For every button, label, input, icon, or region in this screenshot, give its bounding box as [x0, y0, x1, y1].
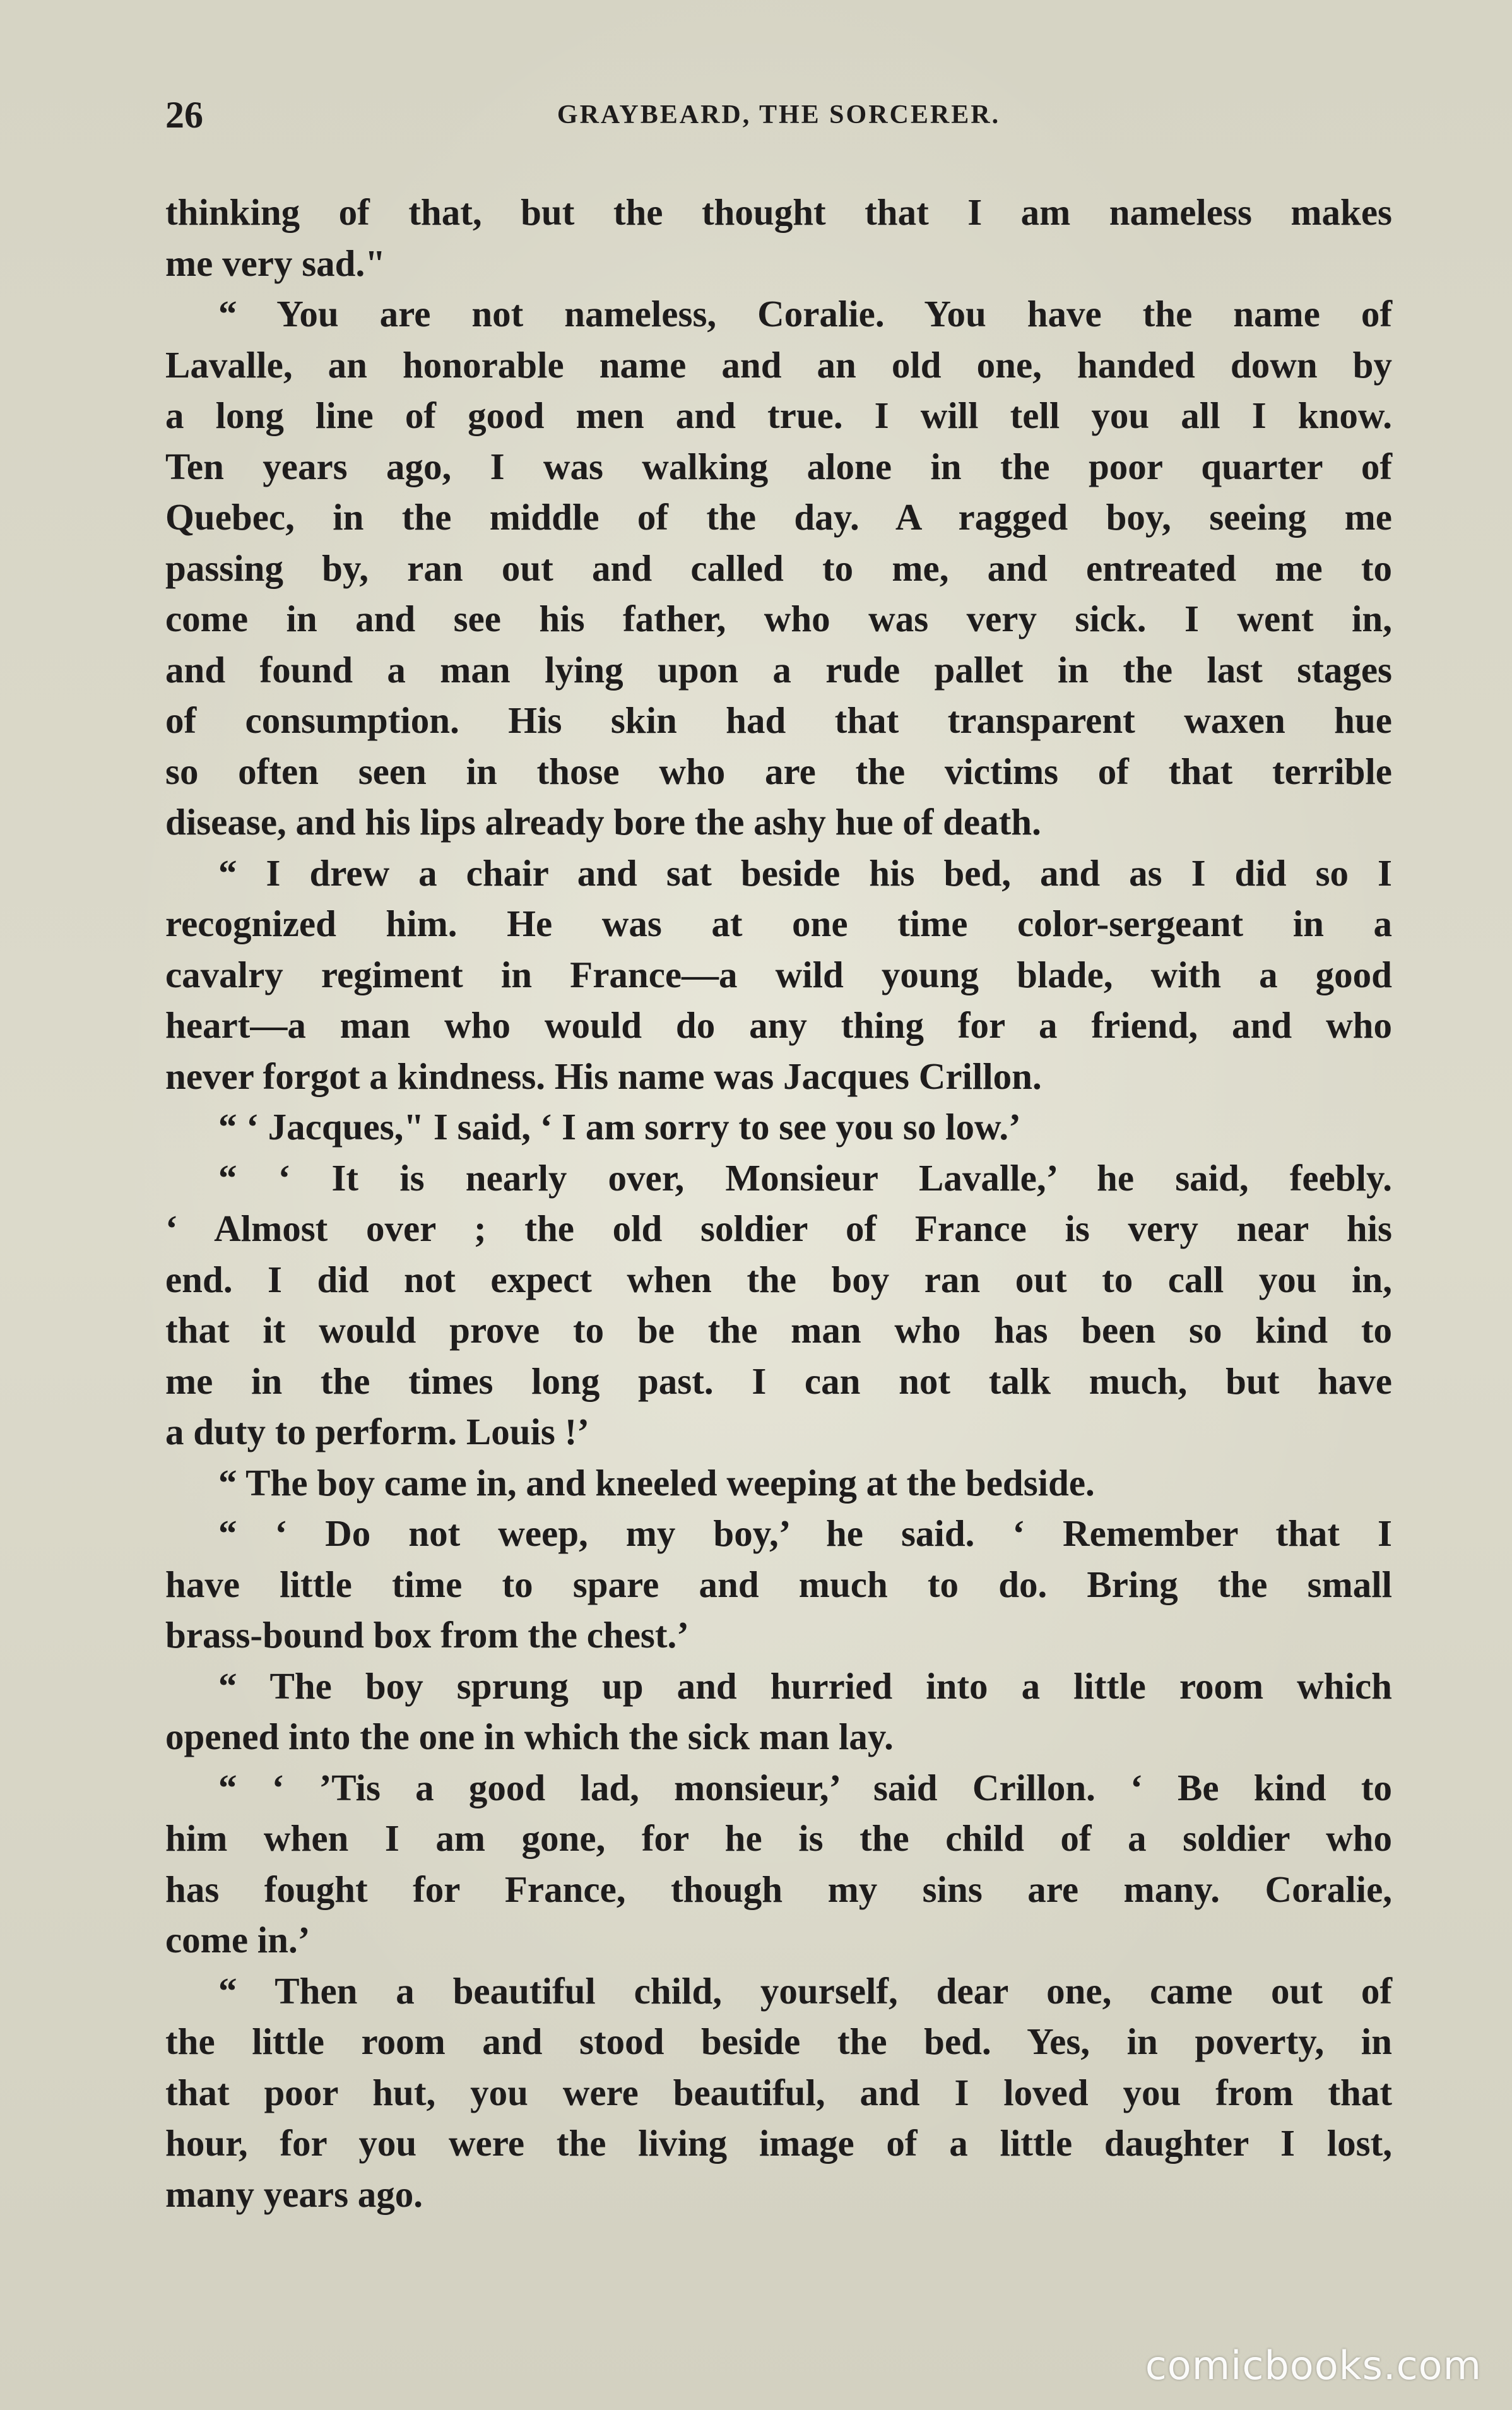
text-line: come in and see his father, who was very sick. I went in, — [165, 598, 1392, 639]
text-line: disease, and his lips already bore the ashy hue of death. — [165, 801, 1041, 843]
text-line: “ ‘ ’Tis a good lad, monsieur,’ said Crillon. ‘ Be kind to — [218, 1766, 1392, 1808]
running-head: GRAYBEARD, THE SORCERER. — [557, 100, 1001, 129]
text-line: cavalry regiment in France—a wild young blade, with a good — [165, 953, 1392, 995]
text-line: “ The boy came in, and kneeled weeping at the bedside. — [218, 1461, 1095, 1504]
text-line: Lavalle, an honorable name and an old one, handed down by — [165, 343, 1392, 386]
text-line: have little time to spare and much to do. Bring the small — [165, 1563, 1392, 1605]
text-line: Quebec, in the middle of the day. A ragged boy, seeing me — [165, 496, 1392, 538]
text-line: of consumption. His skin had that transparent waxen hue — [165, 699, 1392, 741]
text-line: so often seen in those who are the victims of that terrible — [165, 750, 1392, 792]
text-line: end. I did not expect when the boy ran out to call you in, — [165, 1258, 1392, 1300]
text-line: a duty to perform. Louis !’ — [165, 1411, 589, 1452]
text-line: thinking of that, but the thought that I am nameless makes — [165, 191, 1392, 233]
text-line: opened into the one in which the sick man lay. — [165, 1716, 894, 1757]
text-line: passing by, ran out and called to me, and entreated me to — [165, 547, 1392, 589]
page-header — [165, 90, 1392, 140]
text-line: “ ‘ Jacques," I said, ‘ I am sorry to see you so low.’ — [218, 1106, 1021, 1148]
text-line: recognized him. He was at one time color-sergeant in a — [165, 903, 1392, 944]
body-text — [165, 187, 1392, 2219]
text-line: never forgot a kindness. His name was Jacques Crillon. — [165, 1055, 1042, 1097]
text-line: that it would prove to be the man who has been so kind to — [165, 1309, 1392, 1351]
watermark: comicbooks.com — [1145, 2342, 1482, 2389]
text-line: has fought for France, though my sins are many. Coralie, — [165, 1868, 1392, 1910]
text-line: hour, for you were the living image of a little daughter I lost, — [165, 2122, 1392, 2164]
text-line: come in.’ — [165, 1919, 310, 1961]
text-line: me very sad." — [165, 242, 386, 284]
text-line: “ The boy sprung up and hurried into a little room which — [218, 1665, 1392, 1707]
page-number: 26 — [165, 94, 203, 136]
text-line: “ ‘ Do not weep, my boy,’ he said. ‘ Remember that I — [218, 1512, 1392, 1554]
text-line: Ten years ago, I was walking alone in the poor quarter of — [165, 445, 1392, 487]
text-line: “ I drew a chair and sat beside his bed, and as I did so I — [218, 852, 1392, 894]
text-line: many years ago. — [165, 2173, 423, 2215]
text-line: brass-bound box from the chest.’ — [165, 1614, 689, 1656]
text-line: ‘ Almost over ; the old soldier of France is very near his — [165, 1208, 1392, 1249]
text-line: me in the times long past. I can not talk much, but have — [165, 1360, 1392, 1402]
text-line: “ You are not nameless, Coralie. You have the name of — [218, 293, 1392, 335]
text-line: heart—a man who would do any thing for a friend, and who — [165, 1004, 1392, 1046]
text-line: that poor hut, you were beautiful, and I loved you from that — [165, 2071, 1392, 2113]
text-line: and found a man lying upon a rude pallet in the last stages — [165, 648, 1392, 691]
text-line: a long line of good men and true. I will tell you all I know. — [165, 395, 1392, 436]
text-line: “ ‘ It is nearly over, Monsieur Lavalle,’ he said, feebly. — [218, 1156, 1392, 1199]
text-line: “ Then a beautiful child, yourself, dear one, came out of — [218, 1969, 1392, 2012]
text-line: the little room and stood beside the bed. Yes, in poverty, in — [165, 2021, 1392, 2062]
text-line: him when I am gone, for he is the child of a soldier who — [165, 1817, 1392, 1859]
